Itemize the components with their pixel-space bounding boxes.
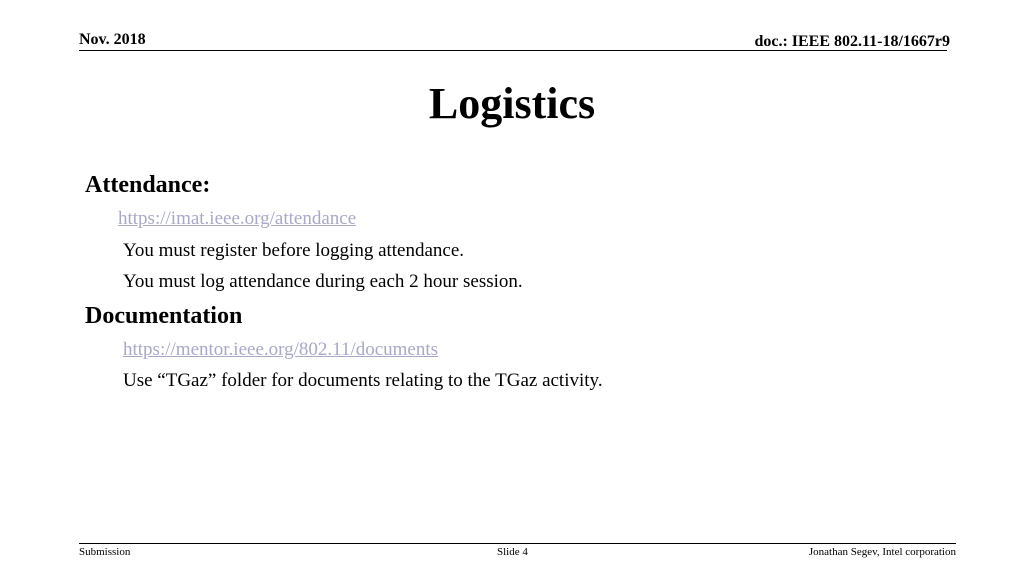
attendance-line-register: You must register before logging attendance. [123, 240, 465, 261]
attendance-heading: Attendance: [85, 172, 211, 198]
header-doc-id: doc.: IEEE 802.11-18/1667r9 [754, 33, 950, 50]
attendance-link[interactable]: https://imat.ieee.org/attendance [118, 208, 357, 229]
documentation-line-folder: Use “TGaz” folder for documents relating to the TGaz activity. [123, 370, 603, 391]
header-divider [79, 50, 947, 51]
footer-slide-number: Slide 4 [497, 546, 528, 558]
slide-title: Logistics [428, 79, 596, 128]
documentation-heading: Documentation [85, 303, 243, 329]
footer-divider [79, 543, 956, 544]
footer-author: Jonathan Segev, Intel corporation [808, 546, 956, 558]
documentation-link[interactable]: https://mentor.ieee.org/802.11/documents [123, 339, 439, 360]
footer-submission: Submission [79, 546, 131, 558]
header-date: Nov. 2018 [79, 31, 146, 48]
attendance-line-session: You must log attendance during each 2 hour session. [123, 271, 523, 292]
